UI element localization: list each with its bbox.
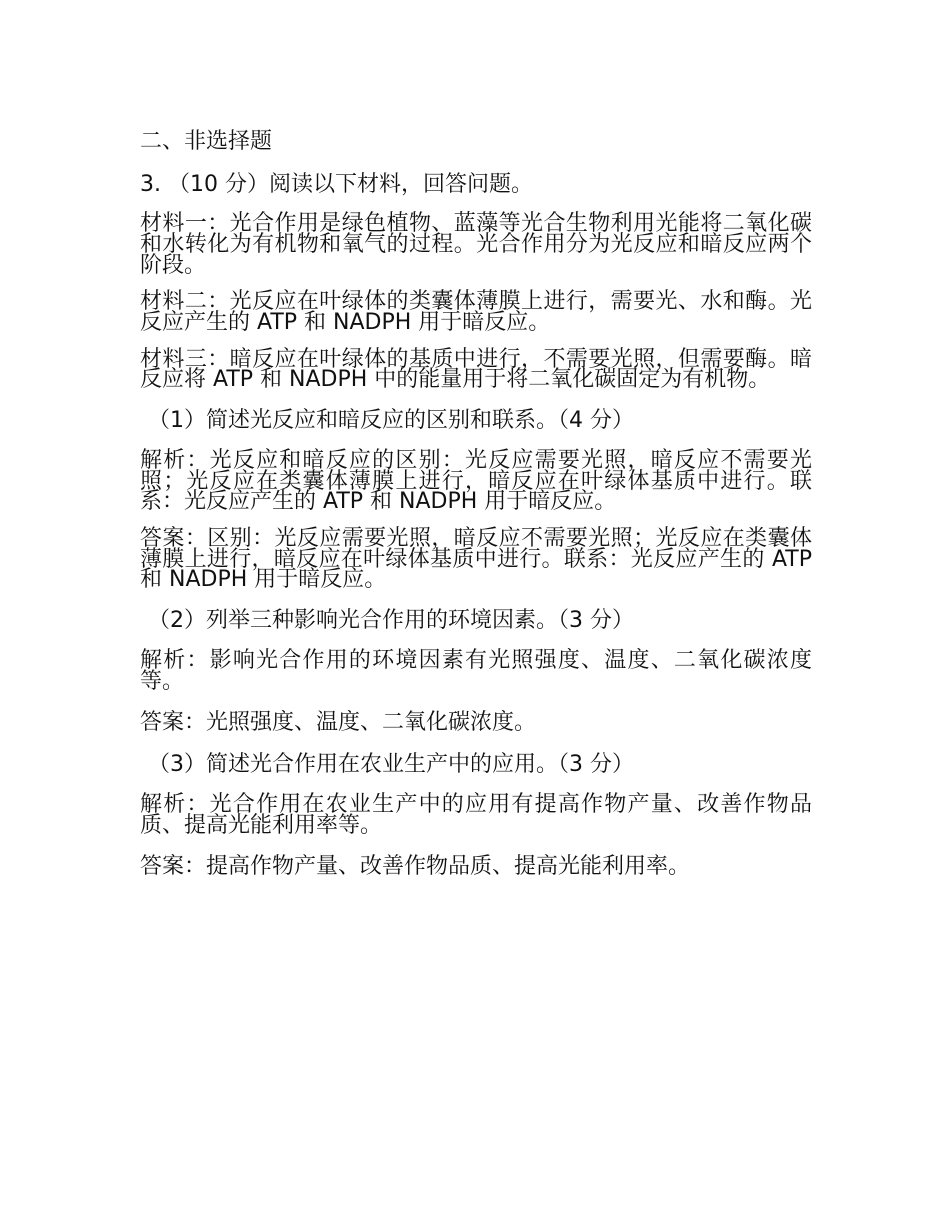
- subquestion-2-answer: 答案：光照强度、温度、二氧化碳浓度。: [140, 709, 537, 735]
- subquestion-1-analysis: 解析：光反应和暗反应的区别：光反应需要光照，暗反应不需要光照；光反应在类囊体薄膜上进行，暗反应在叶绿体基质中进行。联系：光反应产生的 ATP 和 NADPH 用于暗反应。: [140, 448, 812, 515]
- subquestion-1-answer: 答案：区别：光反应需要光照，暗反应不需要光照；光反应在类囊体薄膜上进行，暗反应在叶绿体基质中进行。联系：光反应产生的 ATP 和 NADPH 用于暗反应。: [140, 526, 812, 593]
- subquestion-3: （3）简述光合作用在农业生产中的应用。（3 分）: [148, 752, 634, 778]
- subquestion-3-analysis: 解析：光合作用在农业生产中的应用有提高作物产量、改善作物品质、提高光能利用率等。: [140, 792, 812, 838]
- material-3: 材料三：暗反应在叶绿体的基质中进行，不需要光照，但需要酶。暗反应将 ATP 和 NADPH 中的能量用于将二氧化碳固定为有机物。: [140, 346, 812, 393]
- document-page: [140, 128, 812, 895]
- subquestion-2-analysis: 解析：影响光合作用的环境因素有光照强度、温度、二氧化碳浓度等。: [140, 648, 812, 694]
- subquestion-3-answer: 答案：提高作物产量、改善作物品质、提高光能利用率。: [140, 853, 691, 879]
- material-1: 材料一：光合作用是绿色植物、蓝藻等光合生物利用光能将二氧化碳和水转化为有机物和氧气的过程。光合作用分为光反应和暗反应两个阶段。: [140, 211, 812, 278]
- material-2: 材料二：光反应在叶绿体的类囊体薄膜上进行，需要光、水和酶。光反应产生的 ATP 和 NADPH 用于暗反应。: [140, 289, 812, 335]
- subquestion-2: （2）列举三种影响光合作用的环境因素。（3 分）: [148, 608, 634, 634]
- question-intro: 3. （10 分）阅读以下材料，回答问题。: [140, 171, 533, 197]
- section-title: 二、非选择题: [140, 129, 273, 154]
- subquestion-1: （1）简述光反应和暗反应的区别和联系。（4 分）: [148, 407, 634, 433]
